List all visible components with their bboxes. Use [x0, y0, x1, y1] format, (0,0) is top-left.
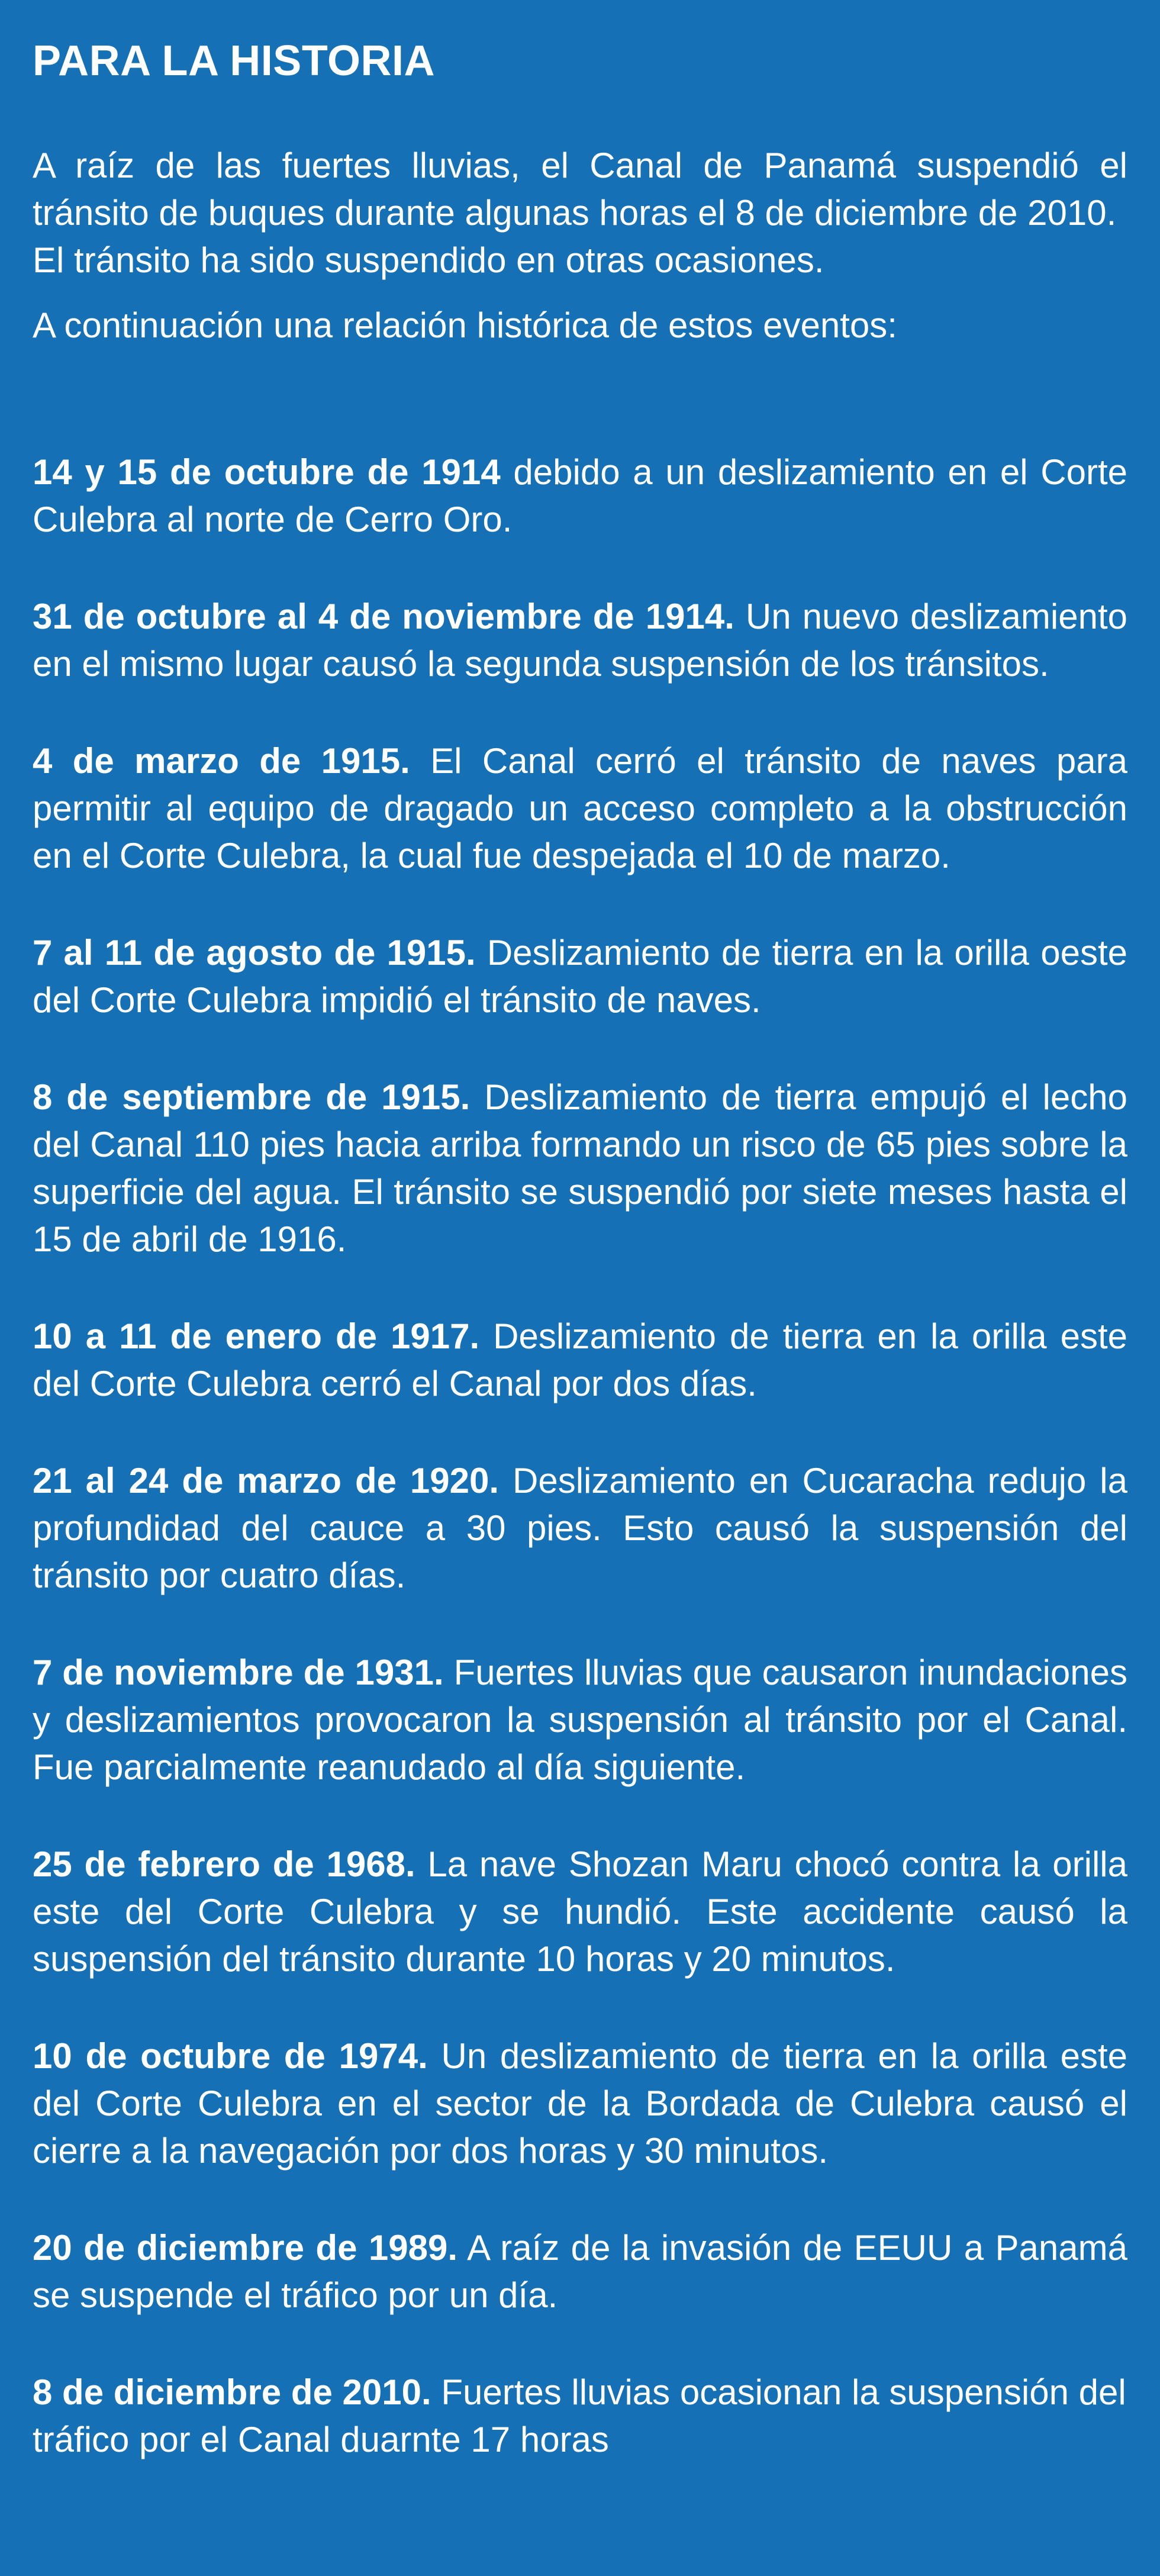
event-date: 25 de febrero de 1968.	[33, 1844, 415, 1884]
event-text: Deslizamiento de tierra empujó el lecho del Canal 110 pies hacia arriba formando un risco de 65 pies sobre la superficie del agua. El tránsito se suspendió por siete meses hasta el 15 de abril de 1916.	[33, 1077, 1127, 1259]
event-text: El Canal cerró el tránsito de naves para permitir al equipo de dragado un acceso completo a la obstrucción en el Corte Culebra, la cual fue despejada el 10 de marzo.	[33, 741, 1127, 875]
event-item	[33, 593, 1127, 688]
event-date: 7 al 11 de agosto de 1915.	[33, 933, 476, 973]
event-date: 21 al 24 de marzo de 1920.	[33, 1461, 500, 1500]
event-text: Deslizamiento de tierra en la orilla este del Corte Culebra cerró el Canal por dos días.	[33, 1316, 1128, 1403]
event-date: 20 de diciembre de 1989.	[33, 2228, 458, 2268]
page-title: PARA LA HISTORIA	[33, 37, 436, 85]
event-item	[33, 2033, 1127, 2175]
event-text: Fuertes lluvias ocasionan la suspensión del tráfico por el Canal duarnte 17 horas	[33, 2372, 1126, 2459]
event-text: Fuertes lluvias que causaron inundaciones y deslizamientos provocaron la suspensión al tránsito por el Canal. Fue parcialmente reanudado al día siguiente.	[33, 1653, 1127, 1787]
event-date: 7 de noviembre de 1931.	[33, 1653, 444, 1692]
event-text: La nave Shozan Maru chocó contra la orilla este del Corte Culebra y se hundió. Este accidente causó la suspensión del tránsito durante 10 horas y 20 minutos.	[33, 1844, 1127, 1979]
event-text: debido a un deslizamiento en el Corte Culebra al norte de Cerro Oro.	[33, 452, 1127, 539]
intro-paragraph-2: El tránsito ha sido suspendido en otras ocasiones.	[33, 240, 824, 280]
event-item	[33, 738, 1127, 880]
intro-paragraph-3: A continuación una relación histórica de estos eventos:	[33, 305, 897, 345]
event-item	[33, 1074, 1127, 1263]
event-date: 31 de octubre al 4 de noviembre de 1914.	[33, 597, 734, 636]
event-date: 10 a 11 de enero de 1917.	[33, 1316, 480, 1356]
event-item	[33, 2224, 1127, 2319]
event-text: Deslizamiento en Cucaracha redujo la profundidad del cauce a 30 pies. Esto causó la suspensión del tránsito por cuatro días.	[33, 1461, 1127, 1595]
event-date: 8 de septiembre de 1915.	[33, 1077, 471, 1117]
event-date: 10 de octubre de 1974.	[33, 2036, 428, 2076]
events-list	[33, 449, 1127, 2464]
intro-paragraph-1: A raíz de las fuertes lluvias, el Canal de Panamá suspendió el tránsito de buques durante algunas horas el 8 de diciembre de 2010.	[33, 146, 1127, 233]
event-date: 14 y 15 de octubre de 1914	[33, 452, 501, 492]
event-item	[33, 2369, 1127, 2464]
event-text: Un nuevo deslizamiento en el mismo lugar causó la segunda suspensión de los tránsitos.	[33, 597, 1127, 684]
event-item	[33, 929, 1127, 1024]
event-date: 4 de marzo de 1915.	[33, 741, 410, 781]
event-item	[33, 1841, 1127, 1983]
event-item	[33, 1313, 1127, 1408]
event-item	[33, 449, 1127, 543]
intro-spacer	[33, 284, 1127, 302]
event-item	[33, 1649, 1127, 1791]
event-text: A raíz de la invasión de EEUU a Panamá se suspende el tráfico por un día.	[33, 2228, 1127, 2315]
event-item	[33, 1457, 1127, 1599]
event-text: Deslizamiento de tierra en la orilla oeste del Corte Culebra impidió el tránsito de naves.	[33, 933, 1127, 1020]
event-date: 8 de diciembre de 2010.	[33, 2372, 431, 2412]
event-text: Un deslizamiento de tierra en la orilla este del Corte Culebra en el sector de la Bordada de Culebra causó el cierre a la navegación por dos horas y 30 minutos.	[33, 2036, 1127, 2171]
